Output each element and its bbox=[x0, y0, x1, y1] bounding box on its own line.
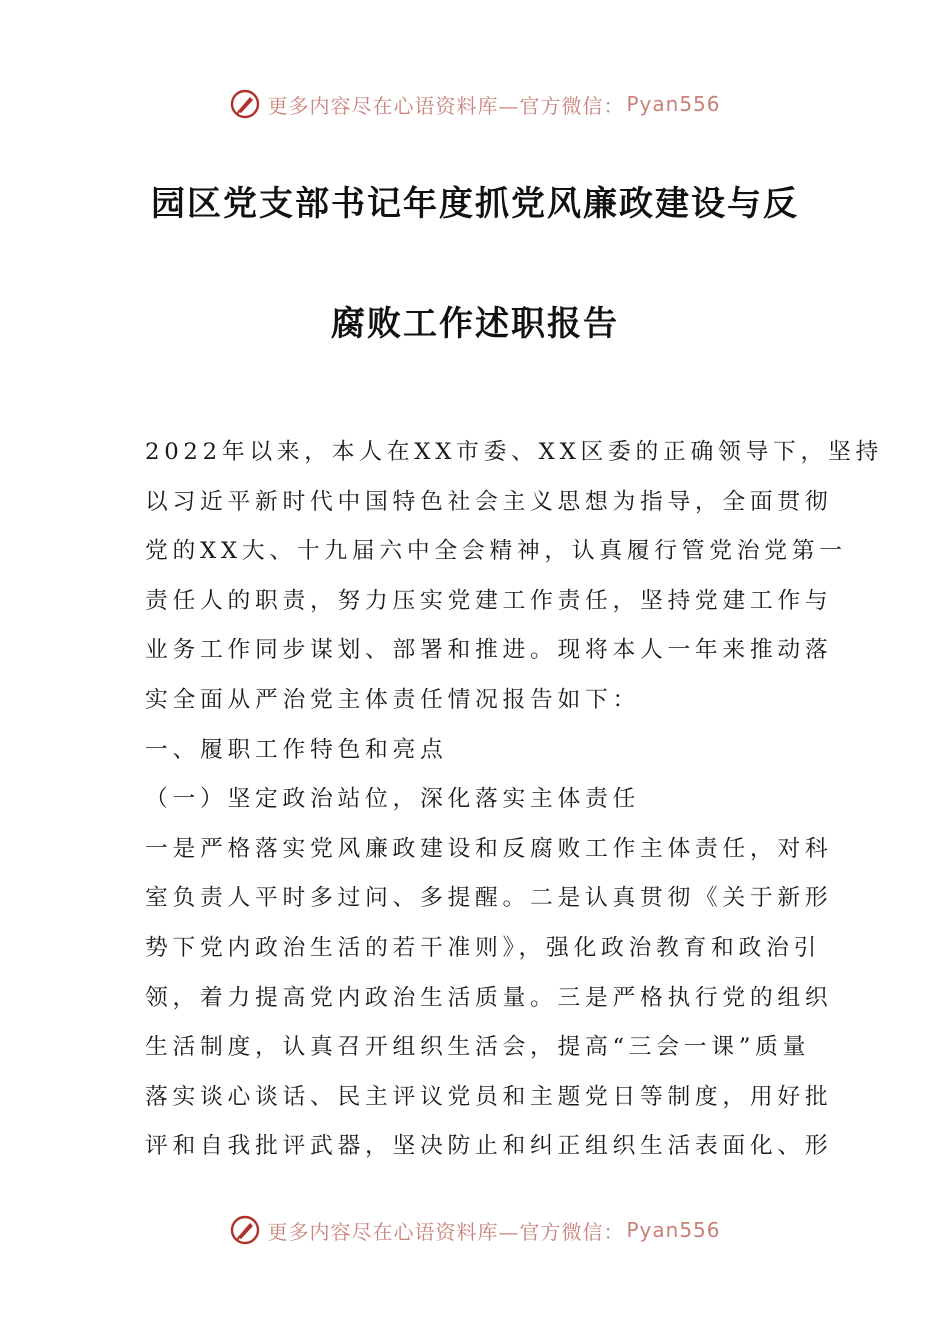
body-line: 室负责人平时多过问、多提醒。二是认真贯彻《关于新形 bbox=[145, 885, 833, 912]
footer-watermark bbox=[0, 1210, 950, 1250]
section-heading: 一、履职工作特色和亮点 bbox=[145, 736, 448, 763]
body-line: 党的XX大、十九届六中全会精神，认真履行管党治党第一 bbox=[145, 538, 847, 565]
body-line: 以习近平新时代中国特色社会主义思想为指导，全面贯彻 bbox=[145, 488, 833, 515]
pen-circle-logo-icon bbox=[229, 1214, 261, 1246]
body-line: 2022年以来，本人在XX市委、XX区委的正确领导下，坚持 bbox=[145, 439, 883, 465]
body-line: 责任人的职责，努力压实党建工作责任，坚持党建工作与 bbox=[145, 587, 833, 614]
body-line: 业务工作同步谋划、部署和推进。现将本人一年来推动落 bbox=[145, 637, 833, 664]
watermark-wechat-id: Pyan556 bbox=[626, 92, 721, 116]
watermark-wechat-id: Pyan556 bbox=[626, 1218, 721, 1242]
watermark-text: 更多内容尽在心语资料库—官方微信： bbox=[267, 93, 625, 118]
document-body bbox=[145, 428, 883, 1172]
body-line: 生活制度，认真召开组织生活会，提高“三会一课”质量 bbox=[145, 1034, 811, 1061]
body-line: 评和自我批评武器，坚决防止和纠正组织生活表面化、形 bbox=[145, 1133, 833, 1160]
body-line: 实全面从严治党主体责任情况报告如下： bbox=[145, 686, 640, 713]
body-line: 落实谈心谈话、民主评议党员和主题党日等制度，用好批 bbox=[145, 1083, 833, 1110]
document-title-line-2: 腐败工作述职报告 bbox=[331, 304, 619, 344]
header-watermark bbox=[0, 84, 950, 124]
pen-circle-logo-icon bbox=[229, 88, 261, 120]
body-line: 势下党内政治生活的若干准则》，强化政治教育和政治引 bbox=[145, 934, 822, 961]
body-line: 领，着力提高党内政治生活质量。三是严格执行党的组织 bbox=[145, 984, 833, 1011]
body-line: 一是严格落实党风廉政建设和反腐败工作主体责任，对科 bbox=[145, 835, 833, 862]
subsection-heading: （一）坚定政治站位，深化落实主体责任 bbox=[145, 786, 640, 813]
document-title-line-1: 园区党支部书记年度抓党风廉政建设与反 bbox=[151, 184, 799, 224]
watermark-text: 更多内容尽在心语资料库—官方微信： bbox=[267, 1219, 625, 1244]
